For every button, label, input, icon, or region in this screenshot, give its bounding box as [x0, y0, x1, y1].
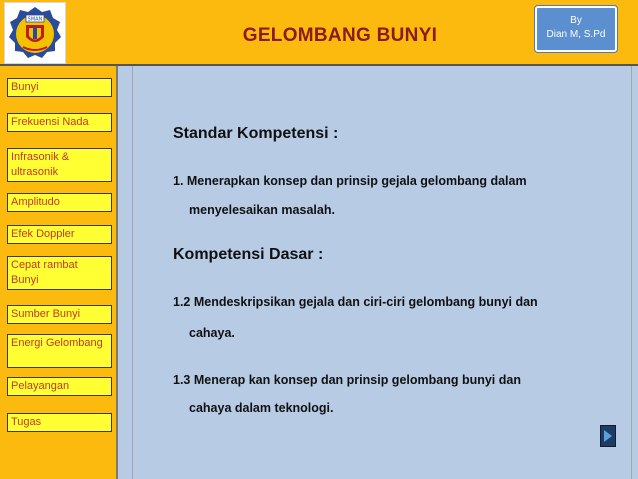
kd1-text-line-2: cahaya. — [189, 326, 235, 340]
next-arrow-icon — [601, 426, 615, 446]
sidebar-nav — [0, 66, 118, 479]
main-content — [118, 66, 638, 479]
kd2-text-line-1: 1.3 Menerap kan konsep dan prinsip gelombang bunyi dan — [173, 373, 521, 387]
kd2-text-line-2: cahaya dalam teknologi. — [189, 401, 334, 415]
author-name: Dian M, S.Pd — [546, 29, 606, 40]
header-bar — [0, 0, 638, 66]
author-badge — [535, 6, 617, 52]
sidebar-item-label: Cepat rambat Bunyi — [11, 259, 78, 286]
sidebar-item-label: Sumber Bunyi — [11, 308, 81, 320]
sidebar-item-tugas[interactable] — [7, 413, 112, 432]
sidebar-item-label: Tugas — [11, 416, 42, 428]
sidebar-item-efek-doppler[interactable] — [7, 225, 112, 244]
sidebar-item-energi-gelombang[interactable] — [7, 334, 112, 368]
sk-text-line-1: 1. Menerapkan konsep dan prinsip gejala gelombang dalam — [173, 174, 527, 188]
sidebar-item-cepat-rambat-bunyi[interactable] — [7, 256, 112, 290]
standar-kompetensi-heading: Standar Kompetensi : — [173, 125, 339, 142]
next-button[interactable] — [600, 425, 616, 447]
sidebar-item-label: Bunyi — [11, 81, 39, 93]
page-title: GELOMBANG BUNYI — [242, 25, 438, 46]
kompetensi-dasar-heading: Kompetensi Dasar : — [173, 246, 324, 263]
author-by: By — [570, 15, 582, 26]
sidebar-item-pelayangan[interactable] — [7, 377, 112, 396]
sidebar-item-label: Pelayangan — [11, 380, 70, 392]
sidebar-item-infrasonik-ultrasonik[interactable] — [7, 148, 112, 182]
sk-text-line-2: menyelesaikan masalah. — [189, 203, 335, 217]
school-logo-icon — [4, 2, 66, 64]
sidebar-item-label: Efek Doppler — [11, 228, 75, 240]
sidebar-item-amplitudo[interactable] — [7, 193, 112, 212]
kd1-text-line-1: 1.2 Mendeskripsikan gejala dan ciri-ciri gelombang bunyi dan — [173, 295, 538, 309]
sidebar-item-bunyi[interactable] — [7, 78, 112, 97]
logo-text: SMAN — [27, 16, 43, 23]
sidebar-item-label: Energi Gelombang — [11, 337, 103, 349]
sidebar-item-label: Infrasonik & ultrasonik — [11, 151, 70, 178]
sidebar-item-sumber-bunyi[interactable] — [7, 305, 112, 324]
sidebar-item-frekuensi-nada[interactable] — [7, 113, 112, 132]
sidebar-item-label: Amplitudo — [11, 196, 60, 208]
sidebar-item-label: Frekuensi Nada — [11, 116, 89, 128]
